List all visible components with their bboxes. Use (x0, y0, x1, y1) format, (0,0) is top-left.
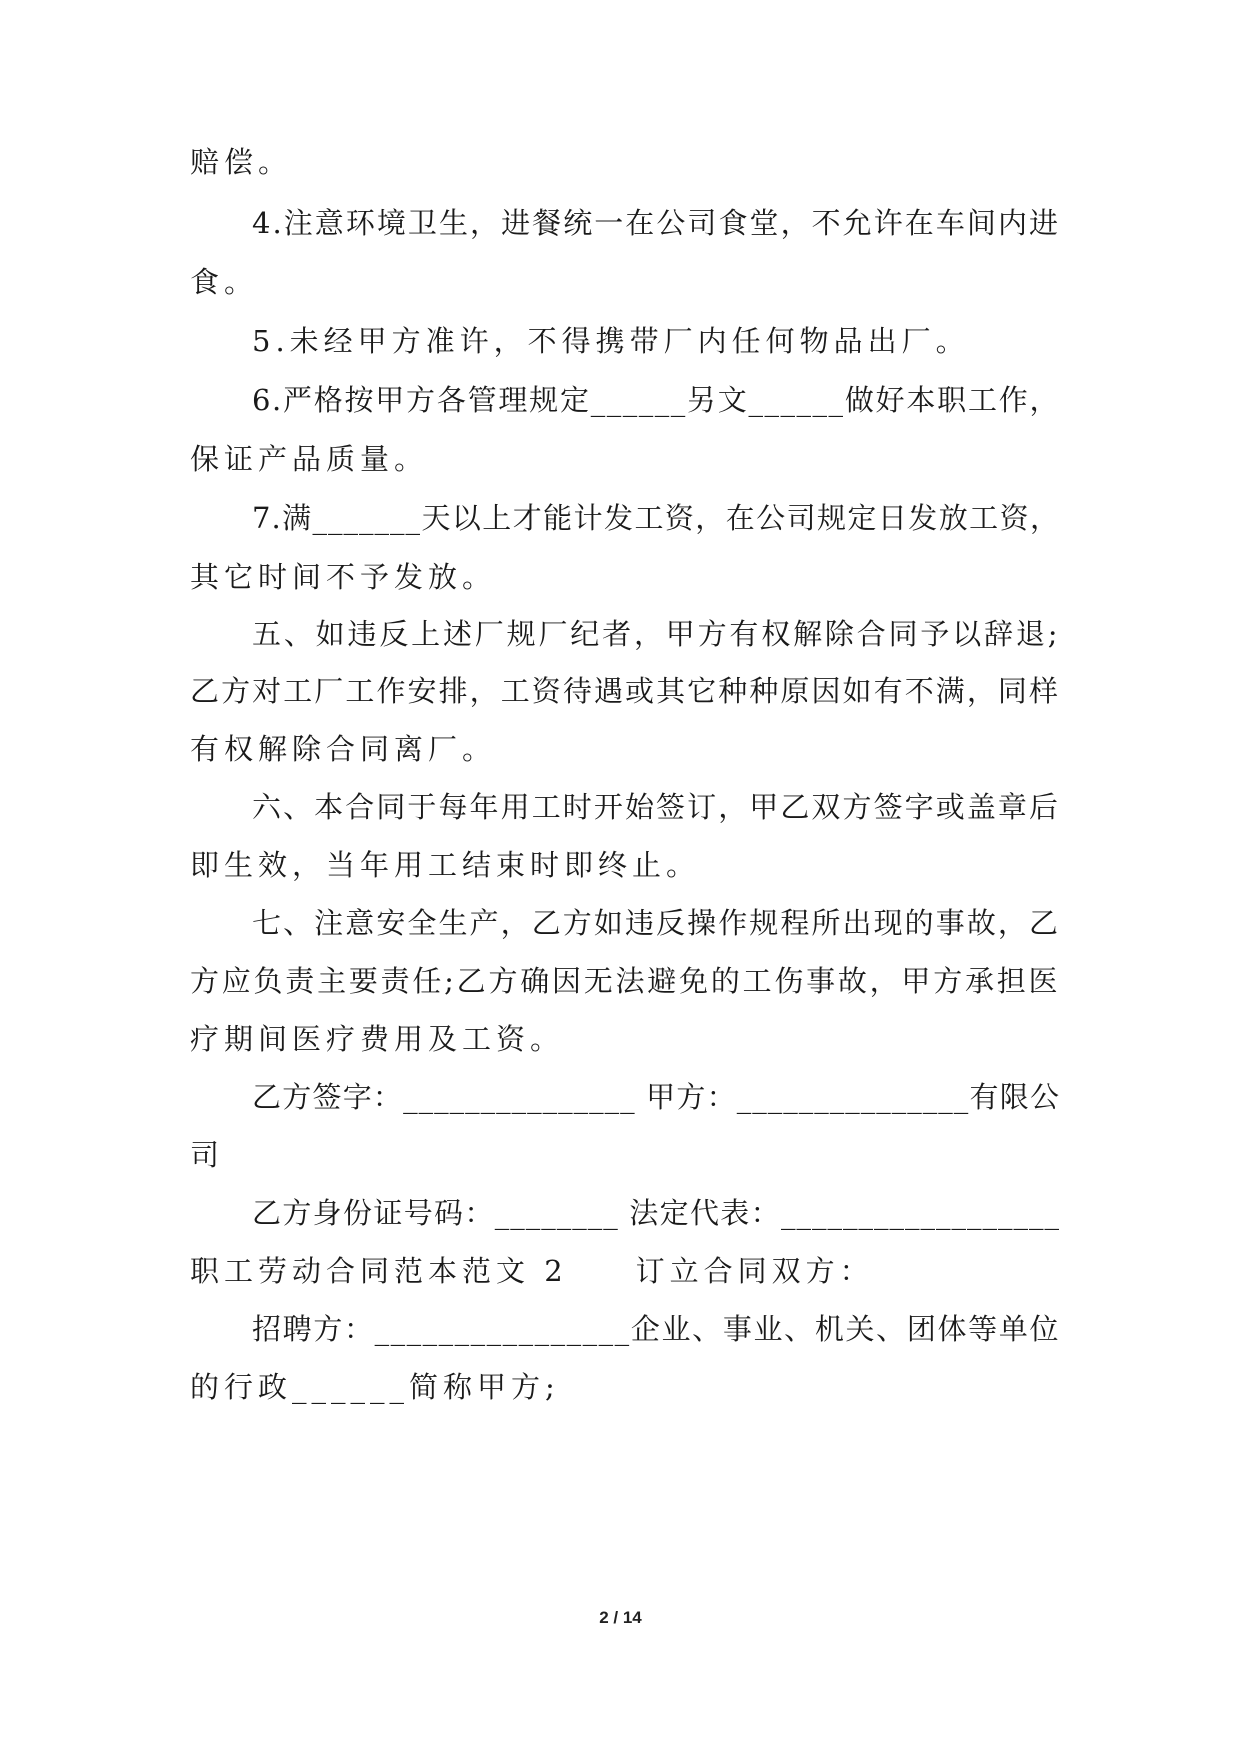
text-line: 的行政______简称甲方; (190, 1370, 560, 1404)
clause-6: 6.严格按甲方各管理规定______另文______做好本职工作， (252, 383, 1060, 417)
signature-line: 乙方签字：_______________ 甲方：_______________有限公 (252, 1080, 1060, 1114)
text-line: 有权解除合同离厂。 (190, 732, 497, 766)
text-line: 赔偿。 (190, 145, 293, 179)
text-line: 其它时间不予发放。 (190, 560, 497, 594)
text-line: 食。 (190, 265, 259, 299)
clause-4: 4.注意环境卫生，进餐统一在公司食堂，不允许在车间内进 (252, 206, 1060, 240)
text-line: 保证产品质量。 (190, 442, 429, 476)
section-six: 六、本合同于每年用工时开始签订，甲乙双方签字或盖章后 (252, 790, 1060, 824)
id-number-line: 乙方身份证号码：________ 法定代表：__________________ (252, 1196, 1060, 1230)
page-number: 2 / 14 (599, 1608, 642, 1627)
section-five: 五、如违反上述厂规厂纪者，甲方有权解除合同予以辞退; (252, 617, 1060, 651)
section-seven: 七、注意安全生产，乙方如违反操作规程所出现的事故，乙 (252, 906, 1060, 940)
text-line: 疗期间医疗费用及工资。 (190, 1022, 565, 1056)
section-heading: 职工劳动合同范本范文 2 订立合同双方： (190, 1254, 874, 1288)
text-line: 方应负责主要责任;乙方确因无法避免的工伤事故，甲方承担医 (190, 964, 1060, 998)
text-line: 司 (190, 1138, 225, 1172)
employer-line: 招聘方：________________企业、事业、机关、团体等单位 (252, 1312, 1060, 1346)
clause-7: 7.满_______天以上才能计发工资，在公司规定日发放工资， (252, 501, 1060, 535)
text-line: 乙方对工厂工作安排，工资待遇或其它种种原因如有不满，同样 (190, 674, 1060, 708)
clause-5: 5.未经甲方准许，不得携带厂内任何物品出厂。 (252, 324, 970, 358)
text-line: 即生效，当年用工结束时即终止。 (190, 848, 701, 882)
